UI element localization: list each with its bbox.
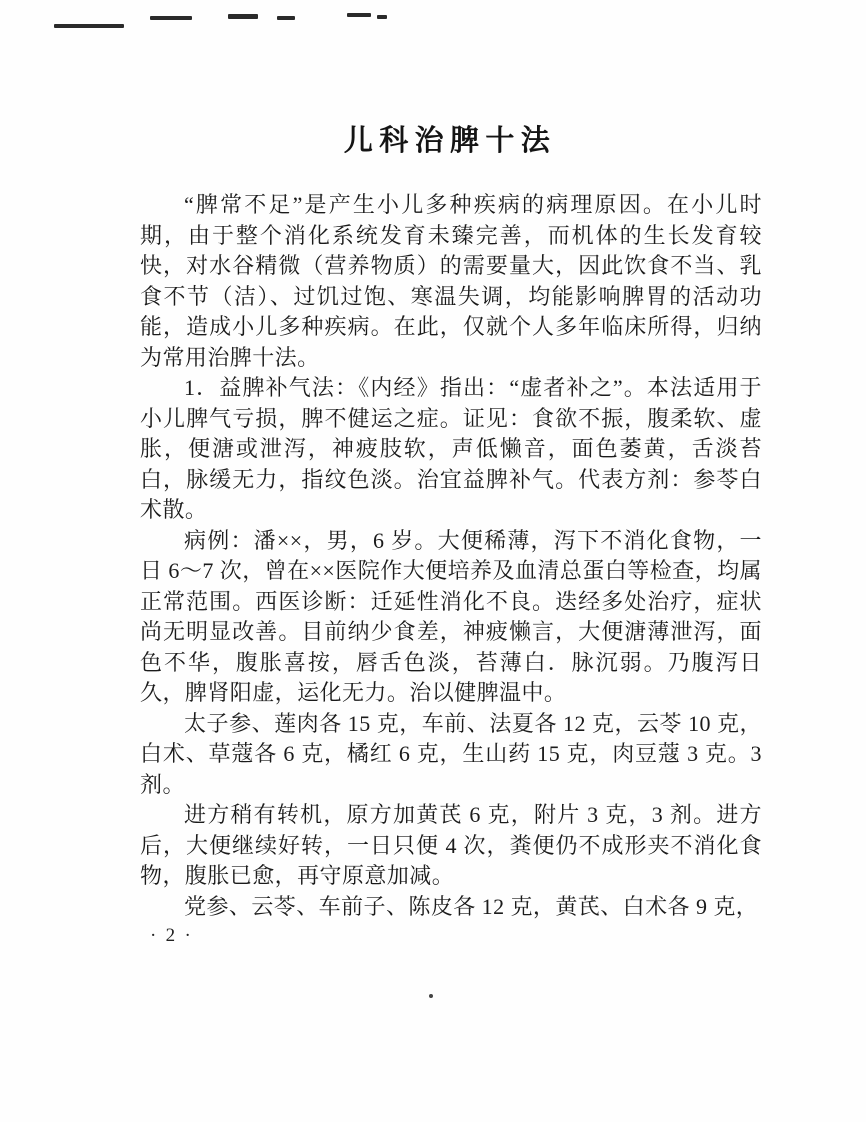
scan-artifact xyxy=(228,14,258,19)
paragraph-case: 病例：潘××，男，6 岁。大便稀薄，泻下不消化食物，一日 6～7 次，曾在××医院作大便培养及血清总蛋白等检查，均属正常范围。西医诊断：迁延性消化不良。迭经多处治疗，症状尚无明显改善。目前纳少食差，神疲懒言，大便溏薄泄泻，面色不华，腹胀喜按，唇舌色淡，苔薄白．脉沉弱。乃腹泻日久，脾肾阳虚，运化无力。治以健脾温中。 xyxy=(140,527,762,705)
paragraph-prescription-2: 党参、云苓、车前子、陈皮各 12 克，黄芪、白术各 9 克， xyxy=(184,893,759,919)
chapter-title: 儿科治脾十法 xyxy=(343,125,557,157)
paragraph-intro: “脾常不足”是产生小儿多种疾病的病理原因。在小儿时期，由于整个消化系统发育未臻完善，而机体的生长发育较快，对水谷精微（营养物质）的需要量大，因此饮食不当、乳食不节（洁）、过饥过饱、寒温失调，均能影响脾胃的活动功能，造成小儿多种疾病。在此，仅就个人多年临床所得，归纳为常用治脾十法。 xyxy=(140,192,762,370)
scan-artifact xyxy=(377,15,387,19)
scan-artifact xyxy=(277,16,295,20)
scan-artifact xyxy=(429,994,433,998)
scan-artifact xyxy=(54,24,124,28)
scan-artifact xyxy=(150,16,192,20)
paragraph-prescription: 太子参、莲肉各 15 克，车前、法夏各 12 克，云苓 10 克，白术、草蔻各 6 克，橘红 6 克，生山药 15 克，肉豆蔻 3 克。3 剂。 xyxy=(140,710,762,797)
paragraph-method-1: 1．益脾补气法：《内经》指出：“虚者补之”。本法适用于小儿脾气亏损，脾不健运之症。证见：食欲不振，腹柔软、虚胀，便溏或泄泻，神疲肢软，声低懒音，面色萎黄，舌淡苔白，脉缓无力，指纹色淡。治宜益脾补气。代表方剂：参苓白术散。 xyxy=(140,375,762,522)
body-text xyxy=(140,190,762,922)
page-number: · 2 · xyxy=(150,925,194,946)
scan-artifact xyxy=(347,13,371,17)
paragraph-followup: 进方稍有转机，原方加黄芪 6 克，附片 3 克，3 剂。进方后，大便继续好转，一日只便 4 次，粪便仍不成形夹不消化食物，腹胀已愈，再守原意加减。 xyxy=(140,802,762,888)
